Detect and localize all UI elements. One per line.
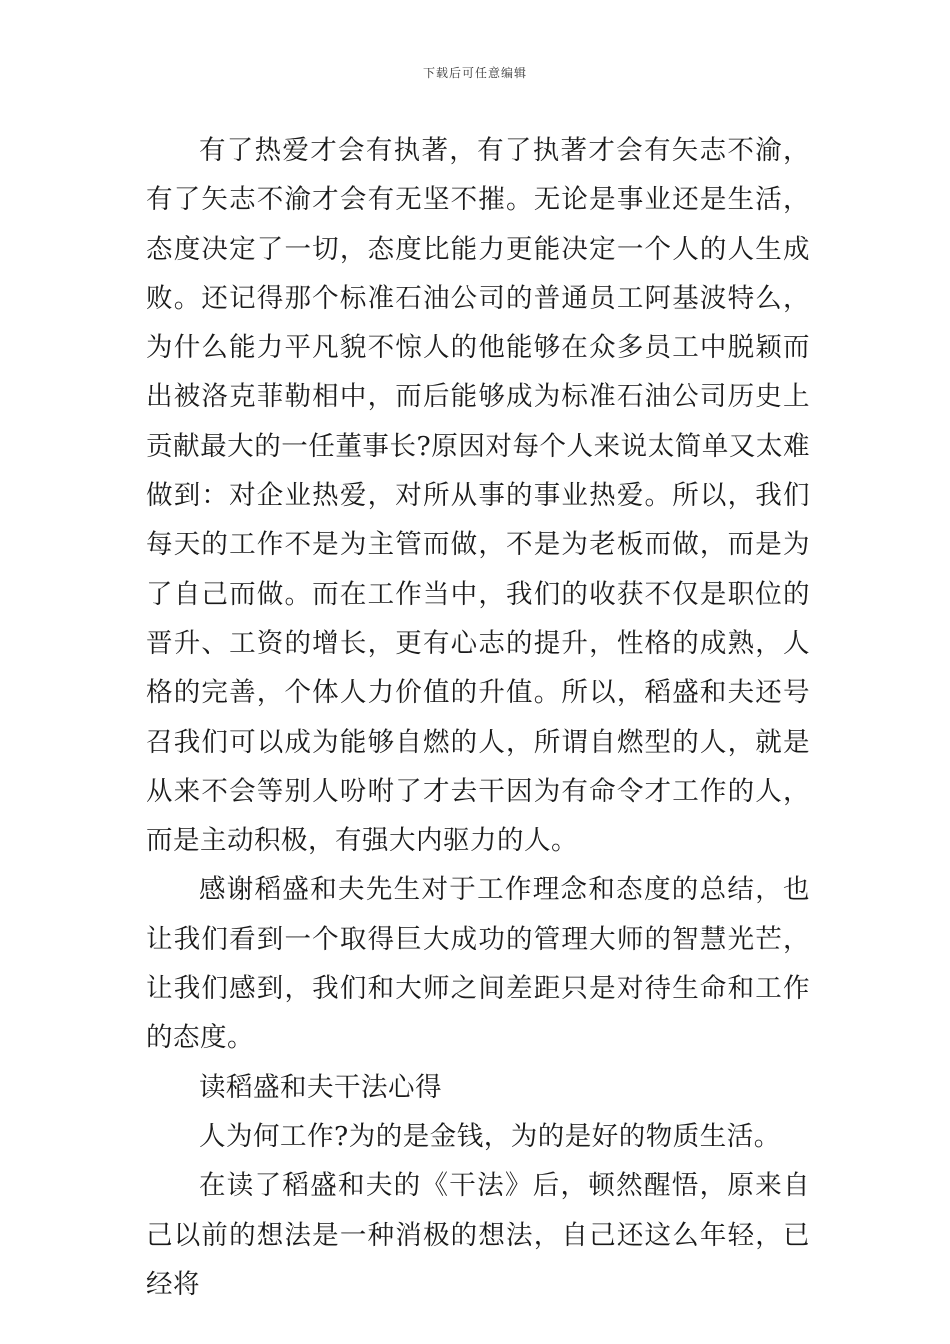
page-header: 下载后可任意编辑 bbox=[422, 66, 527, 80]
document-body bbox=[146, 126, 810, 1309]
paragraph: 感谢稻盛和夫先生对于工作理念和态度的总结，也让我们看到一个取得巨大成功的管理大师的智慧光芒，让我们感到，我们和大师之间差距只是对待生命和工作的态度。 bbox=[146, 874, 810, 1054]
paragraph: 人为何工作?为的是金钱，为的是好的物质生活。 bbox=[199, 1120, 781, 1152]
section-heading: 读稻盛和夫干法心得 bbox=[199, 1071, 442, 1103]
paragraph: 在读了稻盛和夫的《干法》后，顿然醒悟，原来自己以前的想法是一种消极的想法，自己还这么年轻，已经将 bbox=[146, 1170, 810, 1300]
paragraph: 有了热爱才会有执著，有了执著才会有矢志不渝，有了矢志不渝才会有无坚不摧。无论是事业还是生活，态度决定了一切，态度比能力更能决定一个人的人生成败。还记得那个标准石油公司的普通员工阿基波特么，为什么能力平凡貌不惊人的他能够在众多员工中脱颖而出被洛克菲勒相中，而后能够成为标准石油公司历史上贡献最大的一任董事长?原因对每个人来说太简单又太难做到：对企业热爱，对所从事的事业热爱。所以，我们每天的工作不是为主管而做，不是为老板而做，而是为了自己而做。而在工作当中，我们的收获不仅是职位的晋升、工资的增长，更有心志的提升，性格的成熟，人格的完善，个体人力价值的升值。所以，稻盛和夫还号召我们可以成为能够自燃的人，所谓自燃型的人，就是从来不会等别人吩咐了才去干因为有命令才工作的人，而是主动积极，有强大内驱力的人。 bbox=[146, 135, 810, 857]
